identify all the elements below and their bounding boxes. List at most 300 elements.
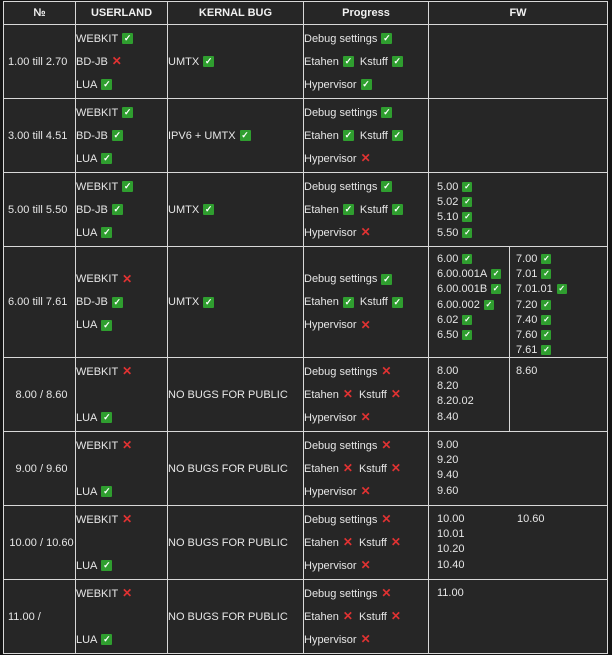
hypervisor-status	[304, 628, 428, 651]
firmware-range: 6.00 till 7.61	[4, 247, 76, 358]
fw-version	[516, 312, 603, 327]
userland-entry	[76, 147, 167, 170]
table-row	[4, 25, 608, 99]
fw-list-secondary	[509, 247, 607, 357]
fw-version	[437, 266, 503, 281]
userland-entry	[76, 268, 167, 291]
hypervisor-status	[304, 314, 428, 337]
fw-version	[516, 282, 603, 297]
etahen-label: Etahen	[304, 388, 339, 401]
userland-entry	[76, 27, 167, 50]
debug-settings-label: Debug settings	[304, 365, 378, 378]
hypervisor-label: Hypervisor	[304, 319, 357, 331]
progress-cell	[304, 99, 429, 173]
etahen-kstuff-status	[304, 291, 428, 314]
hypervisor-label: Hypervisor	[304, 485, 357, 498]
kstuff-label: Kstuff	[359, 203, 388, 216]
fw-version-label: 7.20	[516, 298, 538, 311]
userland-entry	[76, 73, 167, 96]
check-icon: ✓	[558, 284, 566, 294]
fw-list	[429, 173, 509, 246]
debug-settings-label: Debug settings	[304, 439, 378, 452]
fw-version	[437, 511, 503, 526]
etahen-kstuff-status	[304, 198, 428, 221]
check-icon: ✓	[344, 296, 353, 307]
check-icon: ✓	[464, 253, 471, 263]
hypervisor-label: Hypervisor	[304, 411, 357, 424]
fw-list-secondary	[509, 506, 551, 579]
userland-entry	[76, 582, 167, 605]
check-icon: ✓	[103, 319, 111, 330]
check-icon: ✓	[113, 204, 122, 214]
hypervisor-status	[304, 221, 428, 244]
check-icon: ✓	[543, 345, 550, 355]
fw-version-label: 9.60	[437, 484, 459, 497]
cross-icon: ✕	[342, 609, 353, 623]
check-icon: ✓	[393, 130, 402, 140]
table-row	[4, 247, 608, 358]
hypervisor-label: Hypervisor	[304, 226, 357, 239]
cross-icon: ✕	[360, 484, 371, 498]
kernel-bug-text: NO BUGS FOR PUBLIC	[168, 388, 288, 401]
kernel-bug-text: UMTX	[168, 55, 200, 68]
userland-name: LUA	[76, 633, 98, 646]
table-row	[4, 506, 608, 580]
cross-icon: ✕	[360, 410, 371, 424]
check-icon: ✓	[204, 204, 213, 214]
fw-version-label: 10.40	[437, 558, 465, 571]
header-row	[4, 2, 608, 25]
kernel-bug-cell	[168, 506, 304, 580]
check-icon: ✓	[241, 130, 249, 140]
kernel-bug-text: NO BUGS FOR PUBLIC	[168, 536, 288, 549]
firmware-range: 3.00 till 4.51	[4, 99, 76, 173]
fw-cell	[429, 173, 608, 247]
cross-icon: ✕	[381, 586, 392, 600]
cross-icon: ✕	[390, 461, 401, 475]
firmware-range: 1.00 till 2.70	[4, 25, 76, 99]
check-icon: ✓	[543, 253, 550, 263]
userland-entry	[76, 101, 167, 124]
kstuff-label: Kstuff	[359, 129, 388, 142]
fw-version-label: 9.40	[437, 469, 459, 482]
fw-version-label: 7.01.01	[516, 283, 553, 296]
userland-entry	[76, 605, 167, 628]
userland-name: LUA	[76, 226, 98, 239]
check-icon: ✓	[204, 296, 213, 307]
fw-version-label: 11.00	[437, 586, 464, 599]
debug-settings-status	[304, 268, 428, 291]
debug-settings-status	[304, 27, 428, 50]
check-icon: ✓	[543, 314, 550, 324]
fw-version-label: 6.02	[437, 313, 459, 326]
fw-version-label: 5.50	[437, 226, 459, 239]
fw-version-label: 7.01	[516, 267, 538, 280]
firmware-range: 10.00 / 10.60	[4, 506, 76, 580]
userland-cell	[76, 358, 168, 432]
userland-cell	[76, 99, 168, 173]
fw-version-label: 10.20	[437, 543, 465, 556]
debug-settings-status	[304, 508, 428, 531]
check-icon: ✓	[103, 79, 111, 89]
kstuff-label: Kstuff	[359, 55, 388, 68]
userland-name: WEBKIT	[76, 587, 119, 600]
userland-cell	[76, 432, 168, 506]
fw-version	[437, 409, 503, 424]
etahen-label: Etahen	[304, 462, 339, 475]
userland-name: BD-JB	[76, 129, 108, 142]
fw-list	[429, 432, 509, 505]
check-icon: ✓	[464, 314, 471, 324]
fw-version-label: 8.00	[437, 364, 459, 377]
check-icon: ✓	[113, 130, 122, 140]
cross-icon: ✕	[381, 364, 392, 378]
debug-settings-status	[304, 434, 428, 457]
check-icon: ✓	[103, 486, 111, 496]
firmware-range: 5.00 till 5.50	[4, 173, 76, 247]
userland-cell	[76, 173, 168, 247]
check-icon: ✓	[543, 299, 550, 309]
debug-settings-label: Debug settings	[304, 273, 378, 285]
fw-version-label: 10.01	[437, 527, 465, 540]
debug-settings-label: Debug settings	[304, 180, 378, 193]
check-icon: ✓	[393, 204, 402, 214]
userland-entry	[76, 480, 167, 503]
kernel-bug-text: UMTX	[168, 296, 200, 308]
userland-cell	[76, 25, 168, 99]
check-icon: ✓	[492, 284, 500, 294]
firmware-range: 9.00 / 9.60	[4, 432, 76, 506]
cross-icon: ✕	[122, 364, 133, 378]
userland-name: LUA	[76, 485, 98, 498]
fw-version-label: 10.00	[437, 512, 465, 525]
cross-icon: ✕	[360, 225, 371, 239]
userland-entry	[76, 554, 167, 577]
table-row	[4, 173, 608, 247]
firmware-table	[3, 1, 608, 654]
check-icon: ✓	[113, 296, 122, 307]
fw-version	[437, 452, 503, 467]
check-icon: ✓	[393, 56, 402, 66]
userland-entry	[76, 291, 167, 314]
userland-entry	[76, 124, 167, 147]
fw-version-label: 7.00	[516, 252, 538, 265]
check-icon: ✓	[383, 181, 391, 191]
fw-list	[429, 247, 509, 357]
fw-version	[516, 251, 603, 266]
cross-icon: ✕	[390, 387, 401, 401]
fw-list	[429, 506, 509, 579]
kernel-bug-cell	[168, 173, 304, 247]
fw-version	[437, 194, 503, 209]
fw-cell	[429, 25, 608, 99]
fw-version-label: 6.00.001A	[437, 267, 488, 280]
fw-version-label: 10.60	[517, 512, 545, 525]
check-icon: ✓	[103, 153, 111, 163]
kstuff-label: Kstuff	[358, 610, 387, 623]
etahen-kstuff-status	[304, 605, 428, 628]
debug-settings-label: Debug settings	[304, 32, 378, 45]
userland-entry	[76, 406, 167, 429]
check-icon: ✓	[492, 268, 500, 278]
kernel-bug-cell	[168, 25, 304, 99]
fw-version	[437, 297, 503, 312]
cross-icon: ✕	[111, 54, 122, 68]
header-fw: FW	[429, 2, 608, 25]
check-icon: ✓	[464, 227, 471, 237]
hypervisor-status	[304, 554, 428, 577]
check-icon: ✓	[344, 204, 353, 214]
firmware-range: 11.00 /	[4, 580, 76, 654]
etahen-label: Etahen	[304, 129, 339, 142]
etahen-kstuff-status	[304, 531, 428, 554]
fw-version	[516, 266, 603, 281]
check-icon: ✓	[543, 330, 550, 340]
hypervisor-label: Hypervisor	[304, 152, 357, 165]
fw-version	[516, 297, 603, 312]
userland-name: WEBKIT	[76, 32, 119, 45]
userland-entry	[76, 383, 167, 406]
userland-name: BD-JB	[76, 296, 108, 308]
fw-cell	[429, 580, 608, 654]
check-icon: ✓	[464, 196, 471, 206]
debug-settings-label: Debug settings	[304, 587, 378, 600]
etahen-label: Etahen	[304, 55, 339, 68]
userland-entry	[76, 314, 167, 337]
fw-version	[516, 343, 603, 358]
fw-version	[437, 251, 503, 266]
cross-icon: ✕	[342, 387, 353, 401]
kernel-bug-cell	[168, 247, 304, 358]
fw-version-label: 5.00	[437, 180, 459, 193]
kernel-bug-text: NO BUGS FOR PUBLIC	[168, 462, 288, 475]
userland-cell	[76, 506, 168, 580]
userland-name: LUA	[76, 411, 98, 424]
hypervisor-label: Hypervisor	[304, 78, 357, 91]
userland-entry	[76, 50, 167, 73]
fw-version-label: 6.50	[437, 329, 459, 342]
userland-name: LUA	[76, 559, 98, 572]
cross-icon: ✕	[360, 151, 371, 165]
fw-version	[437, 282, 503, 297]
table-row	[4, 432, 608, 506]
check-icon: ✓	[485, 299, 493, 309]
cross-icon: ✕	[390, 609, 401, 623]
fw-version	[437, 468, 503, 483]
userland-entry	[76, 434, 167, 457]
fw-cell	[429, 506, 608, 580]
kernel-bug-cell	[168, 580, 304, 654]
userland-entry	[76, 508, 167, 531]
etahen-kstuff-status	[304, 50, 428, 73]
fw-version-label: 7.40	[516, 313, 538, 326]
fw-version-label: 7.61	[516, 344, 538, 357]
fw-version	[437, 542, 503, 557]
fw-version-label: 8.20.02	[437, 395, 474, 408]
userland-cell	[76, 247, 168, 358]
check-icon: ✓	[344, 56, 353, 66]
userland-entry	[76, 360, 167, 383]
fw-version-label: 9.20	[437, 453, 459, 466]
fw-version	[516, 327, 603, 342]
fw-version	[516, 363, 603, 378]
table-row	[4, 580, 608, 654]
cross-icon: ✕	[122, 586, 133, 600]
fw-list-secondary	[509, 358, 607, 431]
check-icon: ✓	[383, 33, 391, 43]
table-row	[4, 358, 608, 432]
check-icon: ✓	[464, 181, 471, 191]
userland-entry	[76, 531, 167, 554]
header-progress: Progress	[304, 2, 429, 25]
userland-cell	[76, 580, 168, 654]
fw-version-label: 6.00.001B	[437, 283, 488, 296]
firmware-range: 8.00 / 8.60	[4, 358, 76, 432]
userland-name: WEBKIT	[76, 106, 119, 119]
fw-version	[437, 526, 503, 541]
check-icon: ✓	[383, 107, 391, 117]
kernel-bug-text: UMTX	[168, 203, 200, 216]
debug-settings-status	[304, 582, 428, 605]
fw-cell	[429, 247, 608, 358]
userland-name: WEBKIT	[76, 439, 119, 452]
fw-list	[429, 580, 509, 653]
debug-settings-status	[304, 175, 428, 198]
fw-version	[437, 557, 503, 572]
etahen-label: Etahen	[304, 203, 339, 216]
fw-version	[437, 225, 503, 240]
header-number: №	[4, 2, 76, 25]
userland-entry	[76, 198, 167, 221]
progress-cell	[304, 506, 429, 580]
check-icon: ✓	[123, 107, 132, 117]
userland-name: BD-JB	[76, 55, 108, 68]
cross-icon: ✕	[122, 512, 133, 526]
hypervisor-status	[304, 147, 428, 170]
progress-cell	[304, 247, 429, 358]
check-icon: ✓	[204, 56, 213, 66]
fw-version-label: 6.00	[437, 252, 459, 265]
check-icon: ✓	[123, 33, 132, 43]
progress-cell	[304, 358, 429, 432]
check-icon: ✓	[383, 273, 391, 284]
header-kernal-bug: KERNAL BUG	[168, 2, 304, 25]
userland-name: WEBKIT	[76, 365, 119, 378]
fw-version	[437, 327, 503, 342]
fw-cell	[429, 99, 608, 173]
kernel-bug-cell	[168, 358, 304, 432]
check-icon: ✓	[464, 212, 471, 222]
cross-icon: ✕	[390, 535, 401, 549]
hypervisor-label: Hypervisor	[304, 559, 357, 572]
userland-name: WEBKIT	[76, 513, 119, 526]
fw-version-label: 7.60	[516, 329, 538, 342]
kernel-bug-text: NO BUGS FOR PUBLIC	[168, 610, 288, 623]
fw-version-label: 9.00	[437, 438, 459, 451]
check-icon: ✓	[464, 330, 471, 340]
debug-settings-label: Debug settings	[304, 513, 378, 526]
fw-cell	[429, 432, 608, 506]
fw-version	[437, 179, 503, 194]
hypervisor-label: Hypervisor	[304, 633, 357, 646]
check-icon: ✓	[123, 181, 132, 191]
cross-icon: ✕	[342, 535, 353, 549]
fw-version	[437, 585, 503, 600]
check-icon: ✓	[543, 268, 550, 278]
fw-version-label: 8.20	[437, 379, 459, 392]
check-icon: ✓	[103, 560, 111, 570]
cross-icon: ✕	[360, 632, 371, 646]
fw-version-label: 8.40	[437, 410, 459, 423]
check-icon: ✓	[393, 296, 402, 307]
fw-version	[517, 511, 545, 526]
etahen-label: Etahen	[304, 610, 339, 623]
debug-settings-status	[304, 101, 428, 124]
kernel-bug-text: IPV6 + UMTX	[168, 129, 236, 142]
fw-version	[437, 363, 503, 378]
etahen-kstuff-status	[304, 124, 428, 147]
cross-icon: ✕	[360, 317, 371, 332]
fw-version-label: 5.10	[437, 211, 459, 224]
fw-version	[437, 378, 503, 393]
kstuff-label: Kstuff	[358, 388, 387, 401]
userland-name: LUA	[76, 319, 98, 331]
etahen-label: Etahen	[304, 296, 339, 308]
userland-entry	[76, 175, 167, 198]
fw-version-label: 5.02	[437, 195, 459, 208]
fw-version	[437, 437, 503, 452]
kernel-bug-cell	[168, 99, 304, 173]
progress-cell	[304, 432, 429, 506]
check-icon: ✓	[103, 634, 111, 644]
hypervisor-status	[304, 406, 428, 429]
fw-version	[437, 394, 503, 409]
fw-version-label: 6.00.002	[437, 298, 480, 311]
check-icon: ✓	[362, 79, 370, 89]
userland-entry	[76, 221, 167, 244]
kstuff-label: Kstuff	[358, 462, 387, 475]
fw-cell	[429, 358, 608, 432]
fw-version-label: 8.60	[516, 364, 538, 377]
progress-cell	[304, 580, 429, 654]
check-icon: ✓	[344, 130, 353, 140]
userland-name: WEBKIT	[76, 273, 119, 285]
hypervisor-status	[304, 480, 428, 503]
table-row	[4, 99, 608, 173]
kstuff-label: Kstuff	[358, 536, 387, 549]
cross-icon: ✕	[381, 438, 392, 452]
etahen-kstuff-status	[304, 383, 428, 406]
cross-icon: ✕	[360, 558, 371, 572]
check-icon: ✓	[103, 412, 111, 422]
header-userland: USERLAND	[76, 2, 168, 25]
progress-cell	[304, 173, 429, 247]
cross-icon: ✕	[122, 271, 133, 286]
fw-list	[429, 358, 509, 431]
userland-entry	[76, 628, 167, 651]
fw-version	[437, 312, 503, 327]
kstuff-label: Kstuff	[359, 296, 388, 308]
progress-cell	[304, 25, 429, 99]
debug-settings-status	[304, 360, 428, 383]
cross-icon: ✕	[381, 512, 392, 526]
userland-name: LUA	[76, 152, 98, 165]
fw-version	[437, 210, 503, 225]
userland-name: WEBKIT	[76, 180, 119, 193]
cross-icon: ✕	[122, 438, 133, 452]
userland-entry	[76, 457, 167, 480]
etahen-kstuff-status	[304, 457, 428, 480]
